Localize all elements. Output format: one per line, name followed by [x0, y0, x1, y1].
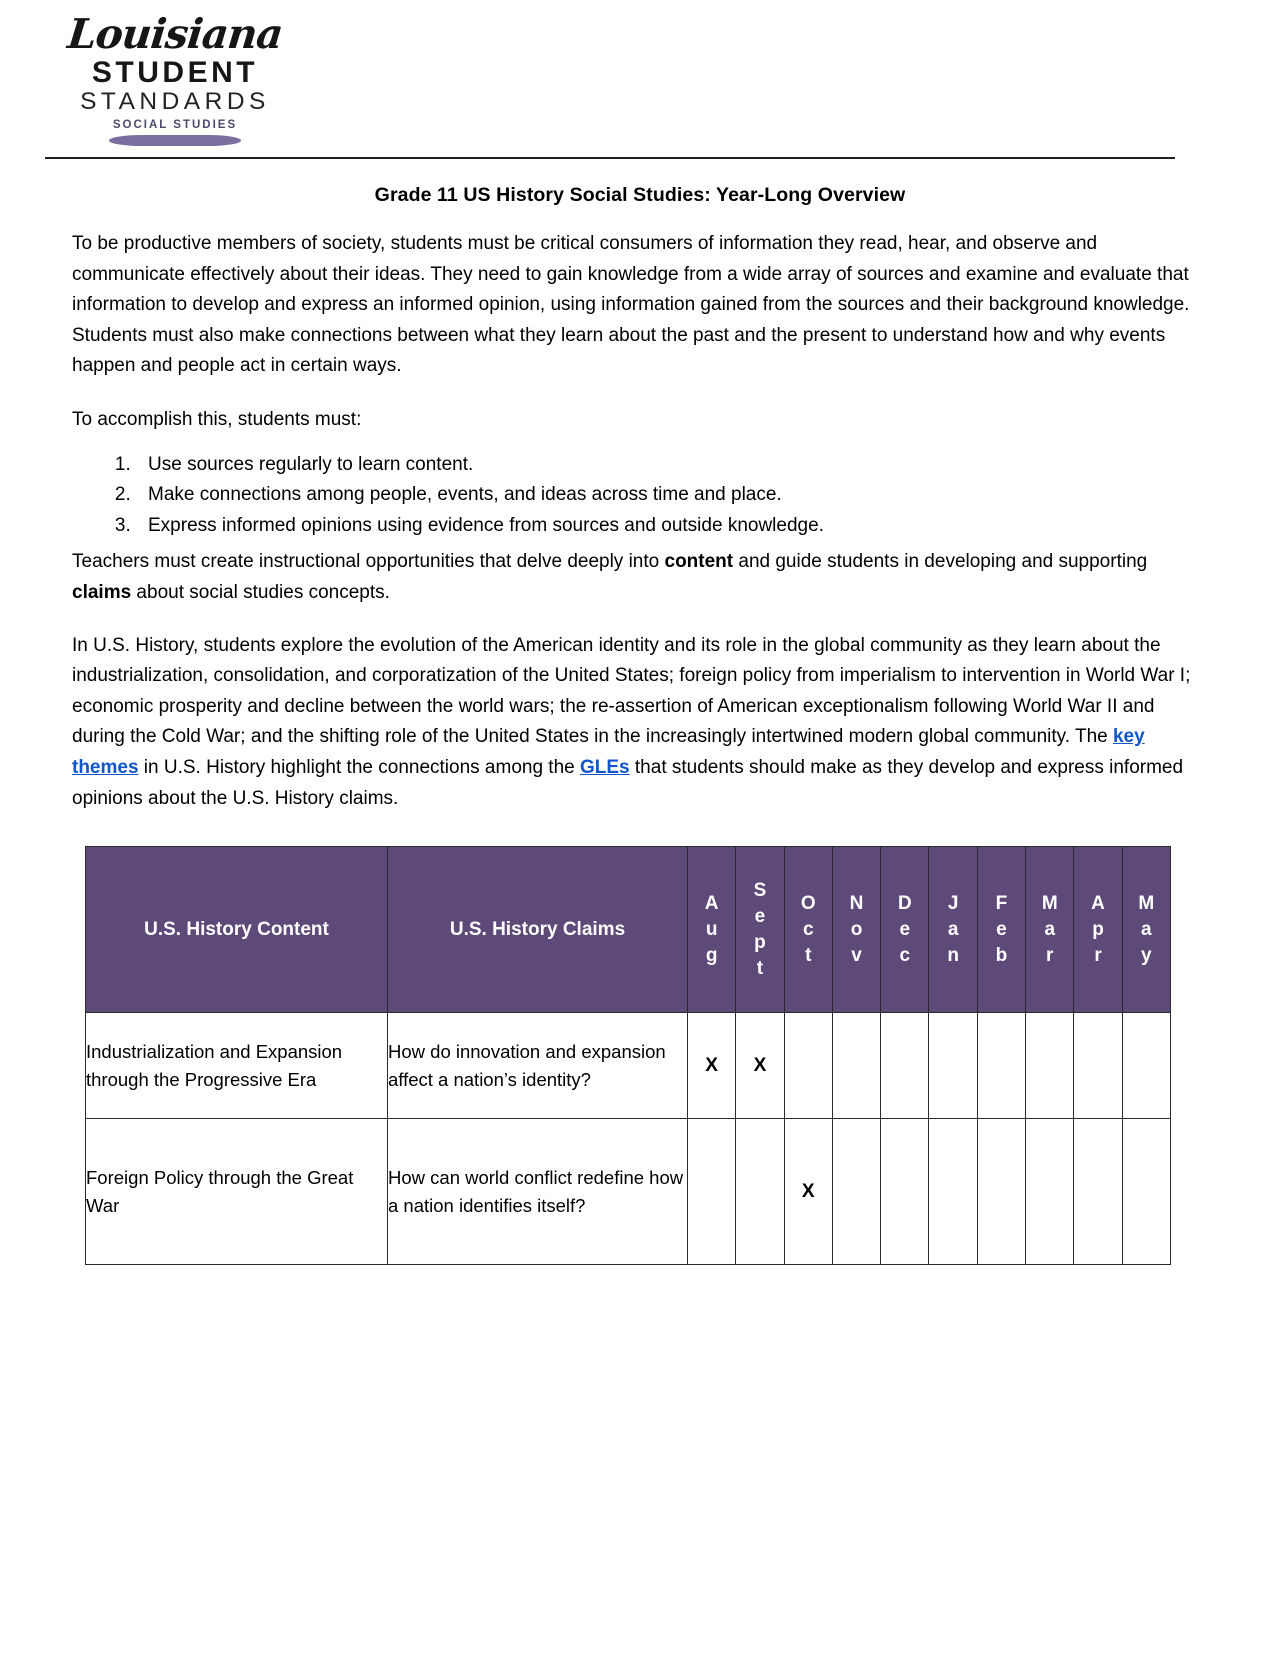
- logo-standards-text: STANDARDS: [80, 88, 270, 115]
- month-letters-sept: [736, 878, 783, 982]
- month-letter: M: [1138, 892, 1155, 914]
- month-mark-cell-mar[interactable]: [1026, 1013, 1074, 1119]
- overview-text-part-2: in U.S. History highlight the connections among the: [138, 756, 580, 778]
- accomplish-paragraph: To accomplish this, students must:: [72, 408, 362, 430]
- table-body: [86, 1013, 1171, 1265]
- month-letter: e: [754, 905, 766, 927]
- column-header-claims: U.S. History Claims: [388, 847, 688, 1013]
- month-letter: e: [899, 918, 911, 940]
- month-mark-cell-sept[interactable]: X: [736, 1013, 784, 1119]
- column-header-month-dec: [881, 847, 929, 1013]
- intro-paragraph: To be productive members of society, students must be critical consumers of information they read, hear, and observe and communicate effectively about their ideas. They need to gain knowledge from a wide array of sources and examine and evaluate that information to develop and express an informed opinion, using information gained from the sources and their background knowledge. Students must also make connections between what they learn about the past and the present to understand how and why events happen and people act in certain ways.: [72, 233, 1190, 377]
- month-letter: t: [756, 957, 764, 979]
- month-letter: a: [1044, 918, 1056, 940]
- list-item: 3. Express informed opinions using evidence from sources and outside knowledge.: [136, 511, 1208, 542]
- month-letter: S: [753, 879, 767, 901]
- month-letter: p: [754, 931, 766, 953]
- month-letter: J: [947, 892, 959, 914]
- month-mark-cell-aug[interactable]: [688, 1119, 736, 1265]
- month-letters-mar: [1026, 891, 1073, 969]
- gles-link[interactable]: GLEs: [580, 756, 630, 778]
- content-bold-term: content: [664, 551, 734, 573]
- teachers-text-part-3: about social studies concepts.: [131, 581, 390, 603]
- month-mark-cell-may[interactable]: [1122, 1119, 1170, 1265]
- year-long-overview-table: [85, 846, 1171, 1265]
- month-letter: t: [805, 944, 812, 966]
- month-letter: g: [705, 944, 718, 966]
- month-mark-cell-oct[interactable]: [784, 1013, 832, 1119]
- table-row: [86, 1013, 1171, 1119]
- month-letter: y: [1141, 944, 1152, 966]
- us-history-overview-paragraph: [72, 631, 1208, 815]
- month-letter: n: [947, 944, 959, 966]
- month-mark-cell-jan[interactable]: [929, 1119, 977, 1265]
- column-header-month-mar: [1026, 847, 1074, 1013]
- column-header-month-oct: [784, 847, 832, 1013]
- month-letters-feb: [978, 891, 1025, 969]
- column-header-month-sept: [736, 847, 784, 1013]
- header-divider: [45, 157, 1175, 159]
- teachers-text-part-2: and guide students in developing and supporting: [733, 551, 1148, 573]
- column-header-month-apr: [1074, 847, 1122, 1013]
- month-mark-cell-nov[interactable]: [832, 1013, 880, 1119]
- document-body: [0, 184, 1280, 814]
- month-letter: e: [996, 918, 1007, 940]
- month-mark-cell-feb[interactable]: [977, 1013, 1025, 1119]
- month-mark-cell-sept[interactable]: [736, 1119, 784, 1265]
- overview-text-part-3: that students should make as they develop and express informed opinions about the U.S. History claims.: [72, 756, 1184, 809]
- month-mark-cell-dec[interactable]: [881, 1119, 929, 1265]
- month-letter: a: [947, 918, 959, 940]
- logo-script-word: Louisiana: [65, 10, 285, 58]
- month-mark-cell-apr[interactable]: [1074, 1119, 1122, 1265]
- month-letter: a: [1141, 918, 1152, 940]
- month-mark-cell-may[interactable]: [1122, 1013, 1170, 1119]
- month-letters-nov: [833, 891, 880, 969]
- column-header-month-nov: [832, 847, 880, 1013]
- month-letters-may: [1123, 891, 1170, 969]
- month-letter: r: [1046, 944, 1054, 966]
- column-header-month-may: [1122, 847, 1170, 1013]
- month-letters-dec: [881, 891, 928, 969]
- month-letter: r: [1094, 944, 1102, 966]
- student-requirements-list: [72, 450, 1208, 542]
- document-header: [0, 0, 1280, 160]
- column-header-month-aug: [688, 847, 736, 1013]
- month-letter: A: [1091, 892, 1105, 914]
- month-letter: p: [1092, 918, 1104, 940]
- month-letters-oct: [785, 891, 832, 969]
- month-letter: A: [704, 892, 719, 914]
- claims-bold-term: claims: [72, 581, 132, 603]
- month-mark-cell-apr[interactable]: [1074, 1013, 1122, 1119]
- overview-text-part-1: In U.S. History, students explore the evolution of the American identity and its role in the global community as they learn about the industrialization, consolidation, and corporatization of the United States; foreign policy from imperialism to intervention in World War I; economic prosperity and decline between the world wars; the re-assertion of American exceptionalism following World War II and during the Cold War; and the shifting role of the United States in the increasingly intertwined modern global community. The: [72, 634, 1191, 748]
- month-mark-cell-dec[interactable]: [881, 1013, 929, 1119]
- month-letter: c: [899, 944, 911, 966]
- month-mark-cell-mar[interactable]: [1026, 1119, 1074, 1265]
- row-claim-cell: How can world conflict redefine how a nation identifies itself?: [388, 1119, 688, 1265]
- page-title: Grade 11 US History Social Studies: Year-Long Overview: [374, 184, 906, 206]
- row-content-cell: Foreign Policy through the Great War: [86, 1119, 388, 1265]
- teachers-text-part-1: Teachers must create instructional opportunities that delve deeply into: [72, 551, 665, 573]
- month-letters-apr: [1074, 891, 1121, 969]
- month-mark-cell-feb[interactable]: [977, 1119, 1025, 1265]
- row-content-cell: Industrialization and Expansion through the Progressive Era: [86, 1013, 388, 1119]
- table-row: [86, 1119, 1171, 1265]
- logo-student-text: STUDENT: [91, 56, 259, 89]
- month-letter: c: [802, 918, 814, 940]
- table-header-row: [86, 847, 1171, 1013]
- month-letter: o: [850, 918, 863, 940]
- month-mark-cell-aug[interactable]: X: [688, 1013, 736, 1119]
- month-letter: D: [897, 892, 912, 914]
- table-head: [86, 847, 1171, 1013]
- row-claim-cell: How do innovation and expansion affect a nation’s identity?: [388, 1013, 688, 1119]
- month-letter: M: [1041, 892, 1058, 914]
- list-item: 1. Use sources regularly to learn content.: [136, 450, 1208, 481]
- month-letter: b: [995, 944, 1008, 966]
- month-mark-cell-jan[interactable]: [929, 1013, 977, 1119]
- month-letter: v: [851, 944, 862, 966]
- louisiana-student-standards-logo: [60, 10, 290, 146]
- column-header-month-feb: [977, 847, 1025, 1013]
- key-themes-link[interactable]: key themes: [72, 726, 1145, 778]
- month-letters-jan: [929, 891, 976, 969]
- month-letter: N: [849, 892, 864, 914]
- year-long-overview-table-wrap: [0, 846, 1280, 1265]
- column-header-content: U.S. History Content: [86, 847, 388, 1013]
- teachers-paragraph: [72, 547, 1208, 608]
- logo-subject-text: SOCIAL STUDIES: [112, 118, 238, 131]
- month-letter: u: [705, 918, 718, 940]
- list-item: 2. Make connections among people, events, and ideas across time and place.: [136, 480, 1208, 511]
- month-mark-cell-nov[interactable]: [832, 1119, 880, 1265]
- column-header-month-jan: [929, 847, 977, 1013]
- month-letter: F: [995, 892, 1008, 914]
- logo-swoosh-icon: [109, 135, 241, 146]
- month-letters-aug: [688, 891, 735, 969]
- month-mark-cell-oct[interactable]: X: [784, 1119, 832, 1265]
- month-letter: O: [800, 892, 816, 914]
